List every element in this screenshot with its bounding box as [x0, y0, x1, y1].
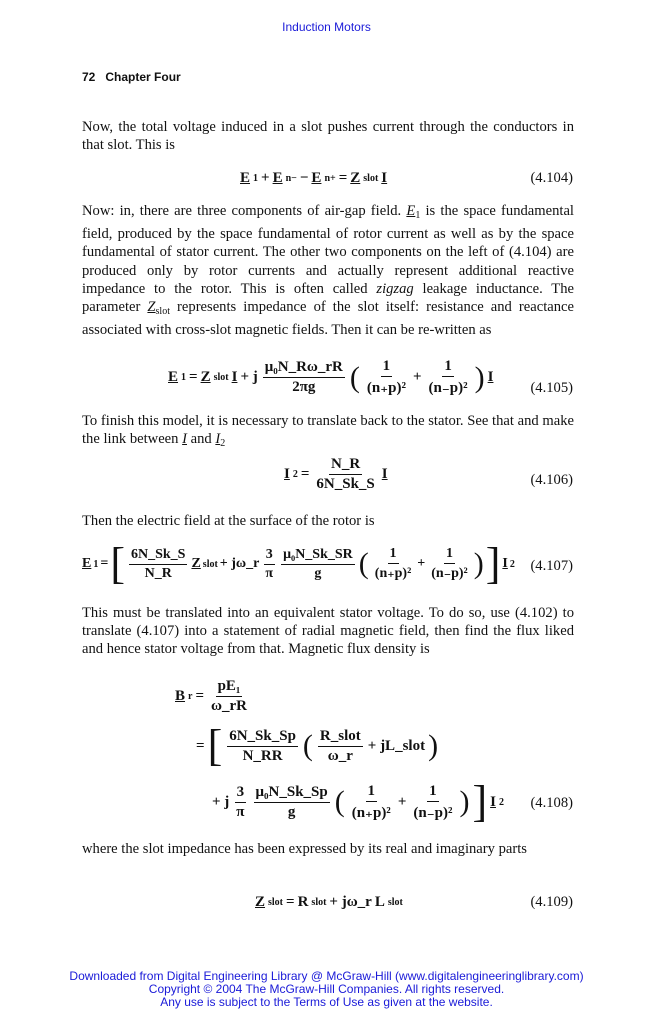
subscript: slot: [213, 372, 229, 383]
page-heading: [82, 70, 181, 84]
numerator: 1: [427, 783, 439, 802]
footer: [0, 970, 653, 1009]
page-number: 72: [82, 70, 96, 84]
equation-number: (4.108): [530, 795, 573, 811]
equation-4-108-line-2: [196, 721, 439, 770]
paragraph-4: Then the electric field at the surface of the rotor is: [82, 513, 375, 529]
subscript: slot: [155, 306, 170, 318]
operator: + j: [212, 793, 230, 810]
fraction: [318, 728, 363, 765]
denominator: π: [236, 803, 245, 820]
symbol-i: I: [231, 369, 238, 385]
operator: +: [261, 170, 270, 186]
denominator: N_RR: [242, 747, 283, 764]
fraction: [234, 784, 246, 821]
subscript: slot: [311, 897, 327, 908]
denominator: g: [287, 803, 296, 820]
left-paren: (: [358, 547, 369, 580]
symbol-e: E: [311, 170, 322, 186]
right-paren: ): [459, 785, 470, 818]
symbol-l: L: [374, 894, 385, 910]
numerator: μ₀N_Sk_Sp: [254, 784, 330, 803]
subscript: 1: [253, 173, 259, 184]
subscript: n−: [285, 173, 297, 184]
symbol-i: I: [502, 556, 508, 571]
operator: + jω_r: [329, 894, 372, 910]
symbol-z: Z: [147, 299, 156, 316]
paragraph-2: [82, 202, 574, 339]
operator: =: [195, 688, 205, 704]
equation-number: (4.104): [530, 170, 573, 186]
fraction: [281, 547, 355, 582]
subscript: slot: [202, 558, 218, 570]
numerator: 3: [264, 547, 275, 565]
operator: =: [100, 556, 109, 571]
text-run: and: [186, 431, 216, 448]
symbol-z: Z: [200, 369, 211, 385]
equation-4-105: [168, 358, 493, 397]
left-paren: (: [302, 729, 313, 762]
right-bracket: ]: [472, 777, 488, 826]
fraction: [227, 728, 298, 765]
symbol-i: I: [487, 369, 494, 385]
symbol-z: Z: [255, 894, 266, 910]
operator: =: [286, 894, 295, 910]
fraction: [254, 784, 330, 821]
chapter-label: Chapter Four: [105, 70, 181, 84]
symbol-b: B: [175, 688, 186, 704]
equation-number: (4.109): [530, 894, 573, 910]
footer-link-line[interactable]: Downloaded from Digital Engineering Library @ McGraw-Hill (www.digitalengineeringlibrary.com): [69, 969, 584, 983]
paragraph-1: Now, the total voltage induced in a slot pushes current through the conductors in that slot. This is: [82, 119, 574, 154]
fraction: [373, 546, 413, 582]
denominator: (n₊p)²: [366, 380, 406, 396]
symbol-e: E: [82, 556, 92, 571]
numerator: 6N_Sk_S: [129, 547, 187, 565]
operator: =: [300, 466, 310, 482]
symbol-e: E: [240, 170, 251, 186]
operator: +: [417, 556, 426, 571]
fraction: [314, 456, 376, 493]
paragraph-3: [82, 412, 574, 453]
numerator: 1: [442, 358, 454, 377]
numerator: R_slot: [318, 728, 363, 747]
operator: −: [299, 170, 309, 186]
fraction: [429, 546, 469, 582]
operator: =: [189, 369, 198, 385]
denominator: (n₋p)²: [431, 566, 468, 581]
equation-4-104: [240, 170, 387, 187]
text-run: leakage inductance. The parameter: [82, 280, 574, 316]
fraction: [263, 359, 345, 396]
right-paren: ): [473, 547, 484, 580]
paragraph-6: where the slot impedance has been expressed by its real and imaginary parts: [82, 841, 527, 857]
symbol-i: I: [490, 793, 496, 810]
text-run: To finish this model, it is necessary to translate back to the stator. See that and make the link between: [82, 413, 574, 448]
left-paren: (: [334, 785, 345, 818]
denominator: (n₋p)²: [413, 804, 453, 821]
numerator: 6N_Sk_Sp: [227, 728, 298, 747]
italic-term: zigzag: [376, 280, 414, 297]
symbol-i: I: [381, 466, 388, 482]
fraction: [427, 358, 470, 397]
right-paren: ): [428, 729, 439, 762]
subscript: 1: [415, 210, 421, 221]
left-bracket: [: [110, 539, 125, 588]
subscript: 2: [498, 796, 504, 808]
operator: + jω_r: [219, 556, 260, 571]
denominator: (n₋p)²: [428, 380, 468, 396]
denominator: g: [314, 565, 322, 581]
left-paren: (: [349, 360, 360, 394]
right-bracket: ]: [485, 539, 501, 588]
paragraph-5: This must be translated into an equivalent stator voltage. To do so, use (4.102) to translate (4.107) into a statement of radial magnetic field, then find the flux liked and hence stator voltage from that. Magnetic flux density is: [82, 605, 574, 658]
numerator: 1: [381, 358, 393, 377]
symbol-e: E: [168, 369, 179, 385]
numerator: N_R: [329, 456, 362, 475]
fraction: [129, 547, 187, 582]
subscript: n+: [324, 173, 336, 184]
symbol-i: I: [182, 431, 187, 448]
symbol-z: Z: [350, 170, 361, 186]
equation-number: (4.107): [530, 558, 573, 574]
equation-4-109: [255, 894, 403, 911]
symbol-e: E: [272, 170, 283, 186]
fraction: [209, 678, 249, 715]
text-run: represents impedance of the slot itself: resistance and reactance associated with cross-slot magnetic fields. Then it can be re-written as: [82, 299, 574, 339]
equation-number: (4.105): [530, 380, 573, 396]
footer-terms[interactable]: Any use is subject to the Terms of Use as given at the website.: [160, 995, 493, 1009]
fraction: [263, 547, 275, 582]
fraction: [365, 358, 408, 397]
numerator: μ₀N_Rω_rR: [263, 359, 345, 378]
symbol-i: I: [215, 431, 221, 448]
equation-4-108-line-1: [175, 678, 251, 715]
running-header: Induction Motors: [282, 20, 371, 34]
subscript: 2: [292, 469, 298, 480]
operator: =: [338, 170, 348, 186]
numerator: 1: [444, 546, 455, 564]
numerator: 3: [235, 784, 247, 803]
operator: + j: [240, 369, 258, 385]
operator: =: [196, 737, 205, 754]
footer-copyright: Copyright © 2004 The McGraw-Hill Companies. All rights reserved.: [148, 982, 505, 996]
subscript: slot: [268, 897, 284, 908]
equation-4-107: [82, 539, 515, 588]
subscript: 2: [509, 558, 515, 570]
operator: +: [397, 793, 407, 810]
subscript: 1: [93, 558, 99, 570]
symbol-r: R: [297, 894, 309, 910]
subscript: r: [188, 691, 193, 702]
text-run: Now: in, there are three components of air-gap field.: [82, 203, 407, 219]
left-bracket: [: [207, 721, 223, 770]
equation-4-106: [284, 456, 388, 493]
subscript: slot: [363, 173, 379, 184]
equation-4-108-line-3: [212, 777, 504, 826]
fraction: [350, 783, 393, 822]
subscript: slot: [387, 897, 403, 908]
symbol-i: I: [381, 170, 388, 186]
subscript: 2: [220, 438, 226, 450]
denominator: ω_rR: [211, 698, 247, 714]
denominator: N_R: [144, 565, 172, 581]
right-paren: ): [474, 360, 485, 394]
denominator: ω_r: [327, 747, 353, 764]
denominator: π: [265, 565, 274, 581]
symbol-e: E: [406, 203, 416, 219]
denominator: (n₊p)²: [351, 804, 391, 821]
equation-number: (4.106): [530, 472, 573, 488]
symbol-i: I: [284, 466, 290, 482]
operator: +: [412, 369, 422, 385]
numerator: pE₁: [216, 678, 243, 697]
numerator: μ₀N_Sk_SR: [281, 547, 355, 565]
subscript: 1: [181, 372, 187, 383]
denominator: 2πg: [292, 379, 316, 395]
numerator: 1: [366, 783, 378, 802]
denominator: 6N_Sk_S: [316, 476, 375, 492]
numerator: 1: [388, 546, 399, 564]
symbol-z: Z: [191, 556, 201, 571]
fraction: [411, 783, 454, 822]
denominator: (n₊p)²: [374, 566, 412, 581]
term: + jL_slot: [367, 737, 426, 754]
text-run: is the space fundamental field, produced by the space fundamental of rotor current as well as by the space fundamental of stator current. The other two components on the left of (4.104) are produced only by rotor currents and actually represent additional reactive impedance to the rotor. This is often called: [82, 203, 574, 297]
